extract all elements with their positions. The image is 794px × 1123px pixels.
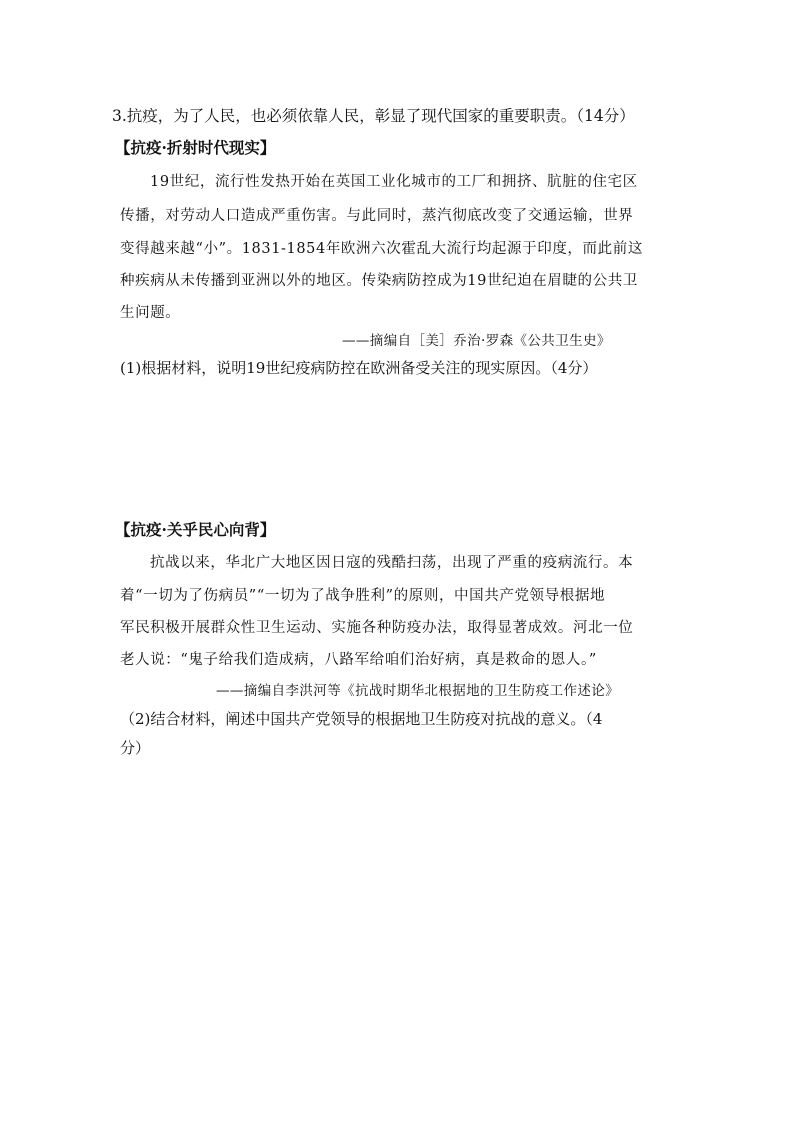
section-header-2: 【抗疫·关乎民心向背】 xyxy=(115,520,276,539)
sub-question-2-line-1: （2)结合材料，阐述中国共产党领导的根据地卫生防疫对抗战的意义。（4 xyxy=(120,710,603,728)
material-1-line-2: 传播，对劳动人口造成严重伤害。与此同时，蒸汽彻底改变了交通运输，世界 xyxy=(120,208,634,224)
sub-question-1: (1)根据材料，说明19世纪疫病防控在欧洲备受关注的现实原因。（4分） xyxy=(120,359,598,377)
source-citation-1: ——摘编自［美］乔治·罗森《公共卫生史》 xyxy=(342,333,611,349)
question-title: 3.抗疫，为了人民，也必须依靠人民，彰显了现代国家的重要职责。（14分） xyxy=(112,107,635,125)
sub-question-2-line-2: 分） xyxy=(120,739,151,757)
material-1-line-1: 19世纪，流行性发热开始在英国工业化城市的工厂和拥挤、肮脏的住宅区 xyxy=(150,174,638,190)
material-2-line-3: 军民积极开展群众性卫生运动、实施各种防疫办法，取得显著成效。河北一位 xyxy=(120,620,634,636)
material-2-line-4: 老人说：“鬼子给我们造成病，八路军给咱们治好病，真是救命的恩人。” xyxy=(120,652,597,668)
source-citation-2: ——摘编自李洪河等《抗战时期华北根据地的卫生防疫工作述论》 xyxy=(216,683,620,699)
material-1-line-3: 变得越来越“小”。1831-1854年欧洲六次霍乱大流行均起源于印度，而此前这 xyxy=(120,241,643,257)
material-2-line-1: 抗战以来，华北广大地区因日寇的残酷扫荡，出现了严重的疫病流行。本 xyxy=(150,555,634,571)
material-1-line-5: 生问题。 xyxy=(120,305,181,321)
material-2-line-2: 着“一切为了伤病员”“一切为了战争胜利”的原则，中国共产党领导根据地 xyxy=(120,588,606,604)
section-header-1: 【抗疫·折射时代现实】 xyxy=(115,138,276,157)
material-1-line-4: 种疾病从未传播到亚洲以外的地区。传染病防控成为19世纪迫在眉睫的公共卫 xyxy=(120,273,638,289)
